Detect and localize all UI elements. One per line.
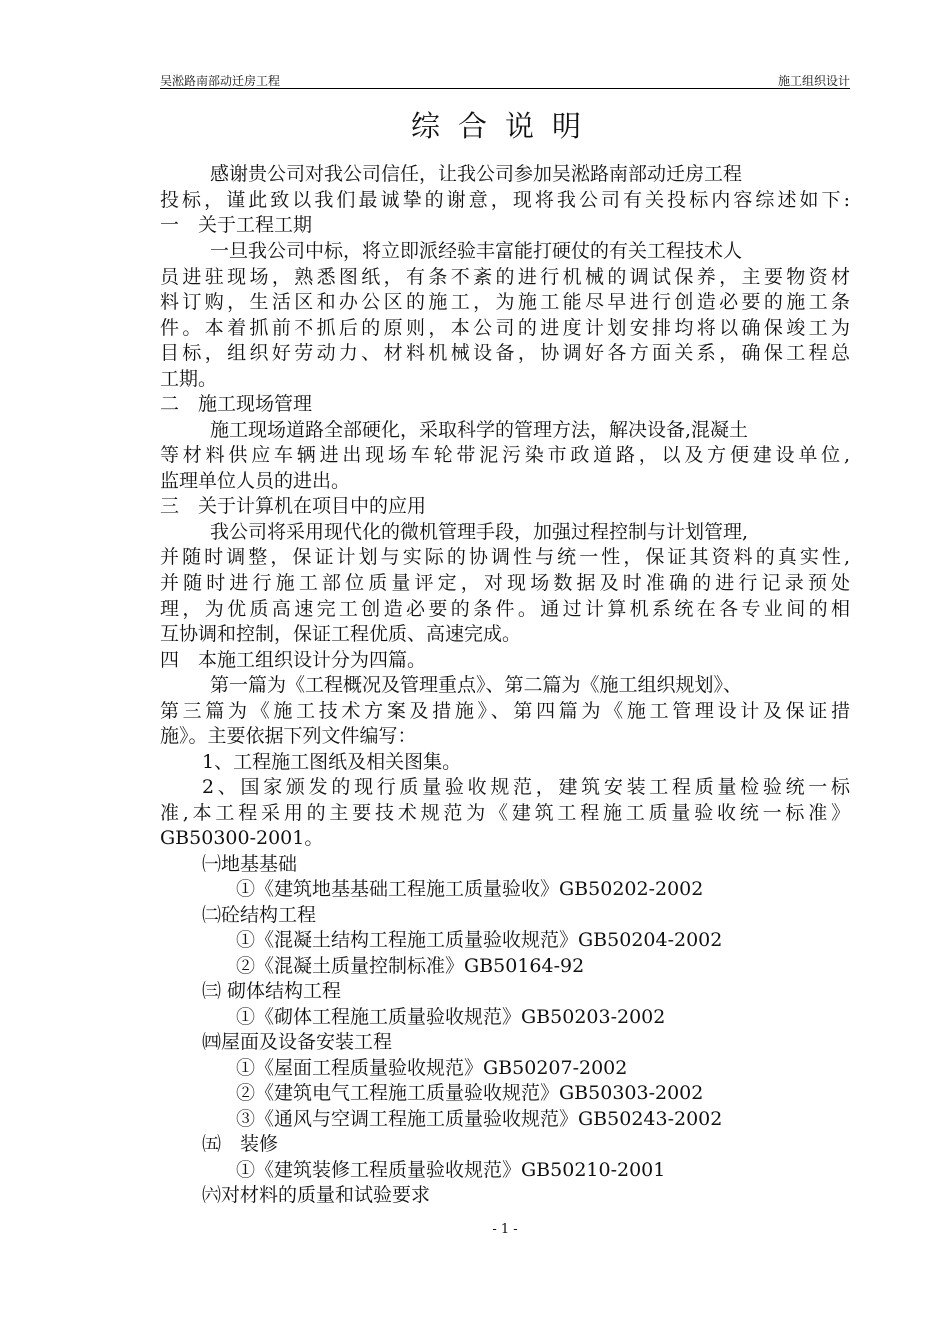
header-project-name: 吴淞路南部动迁房工程: [160, 74, 281, 88]
standard-item: ①《混凝土结构工程施工质量验收规范》GB50204-2002: [236, 929, 723, 951]
section-heading-computer: 三 关于计算机在项目中的应用: [160, 495, 427, 517]
subsection-heading: ㈠地基基础: [202, 853, 298, 875]
intro-line: 投标，谨此致以我们最诚挚的谢意，现将我公司有关投标内容综述如下:: [160, 189, 850, 211]
list-item: 2、国家颁发的现行质量验收规范，建筑安装工程质量检验统一标: [202, 776, 850, 798]
subsection-heading: ㈤ 装修: [202, 1133, 279, 1155]
standard-item: ③《通风与空调工程施工质量验收规范》GB50243-2002: [236, 1108, 723, 1130]
page-header: [160, 68, 850, 89]
section-heading-schedule: 一 关于工程工期: [160, 214, 313, 236]
paragraph-line: 一旦我公司中标，将立即派经验丰富能打硬仗的有关工程技术人: [210, 240, 743, 262]
page-title: 综合说明: [410, 109, 599, 143]
paragraph-line: 并随时进行施工部位质量评定，对现场数据及时准确的进行记录预处: [160, 572, 850, 594]
subsection-heading: ㈡砼结构工程: [202, 904, 317, 926]
paragraph-line: 第三篇为《施工技术方案及措施》、第四篇为《施工管理设计及保证措: [160, 700, 850, 722]
paragraph-line: 施》。主要依据下列文件编写：: [160, 725, 417, 747]
section-heading-volumes: 四 本施工组织设计分为四篇。: [160, 649, 427, 671]
paragraph-line: 并随时调整，保证计划与实际的协调性与统一性，保证其资料的真实性,: [160, 546, 850, 568]
paragraph-line: 件。本着抓前不抓后的原则，本公司的进度计划安排均将以确保竣工为: [160, 317, 850, 339]
header-document-type: 施工组织设计: [777, 74, 850, 88]
paragraph-line: 目标，组织好劳动力、材料机械设备，协调好各方面关系，确保工程总: [160, 342, 850, 364]
intro-line: 感谢贵公司对我公司信任，让我公司参加吴淞路南部动迁房工程: [210, 163, 743, 185]
standard-item: ②《建筑电气工程施工质量验收规范》GB50303-2002: [236, 1082, 704, 1104]
list-item: 1、工程施工图纸及相关图集。: [202, 751, 462, 773]
paragraph-line: 工期。: [160, 368, 218, 390]
subsection-heading: ㈣屋面及设备安装工程: [202, 1031, 393, 1053]
paragraph-line: 等材料供应车辆进出现场车轮带泥污染市政道路，以及方便建设单位,: [160, 444, 850, 466]
paragraph-line: 第一篇为《工程概况及管理重点》、第二篇为《施工组织规划》、: [210, 674, 743, 696]
standard-item: ②《混凝土质量控制标准》GB50164-92: [236, 955, 585, 977]
paragraph-line: 监理单位人员的进出。: [160, 470, 351, 492]
paragraph-line: 施工现场道路全部硬化，采取科学的管理方法，解决设备,混凝土: [210, 419, 749, 441]
paragraph-line: 员进驻现场，熟悉图纸，有条不紊的进行机械的调试保养，主要物资材: [160, 266, 850, 288]
paragraph-line: 料订购，生活区和办公区的施工，为施工能尽早进行创造必要的施工条: [160, 291, 850, 313]
paragraph-line: 准,本工程采用的主要技术规范为《建筑工程施工质量验收统一标准》: [160, 802, 850, 824]
standard-item: ①《砌体工程施工质量验收规范》GB50203-2002: [236, 1006, 666, 1028]
subsection-heading: ㈢ 砌体结构工程: [202, 980, 342, 1002]
paragraph-line: 互协调和控制，保证工程优质、高速完成。: [160, 623, 522, 645]
section-heading-site-management: 二 施工现场管理: [160, 393, 313, 415]
subsection-heading: ㈥对材料的质量和试验要求: [202, 1184, 431, 1206]
standard-item: ①《屋面工程质量验收规范》GB50207-2002: [236, 1057, 628, 1079]
standard-item: ①《建筑地基基础工程施工质量验收》GB50202-2002: [236, 878, 704, 900]
page-number: - 1 -: [492, 1222, 518, 1237]
paragraph-line: GB50300-2001。: [160, 827, 324, 849]
paragraph-line: 理，为优质高速完工创造必要的条件。通过计算机系统在各专业间的相: [160, 598, 850, 620]
paragraph-line: 我公司将采用现代化的微机管理手段，加强过程控制与计划管理,: [210, 521, 749, 543]
standard-item: ①《建筑装修工程质量验收规范》GB50210-2001: [236, 1159, 666, 1181]
